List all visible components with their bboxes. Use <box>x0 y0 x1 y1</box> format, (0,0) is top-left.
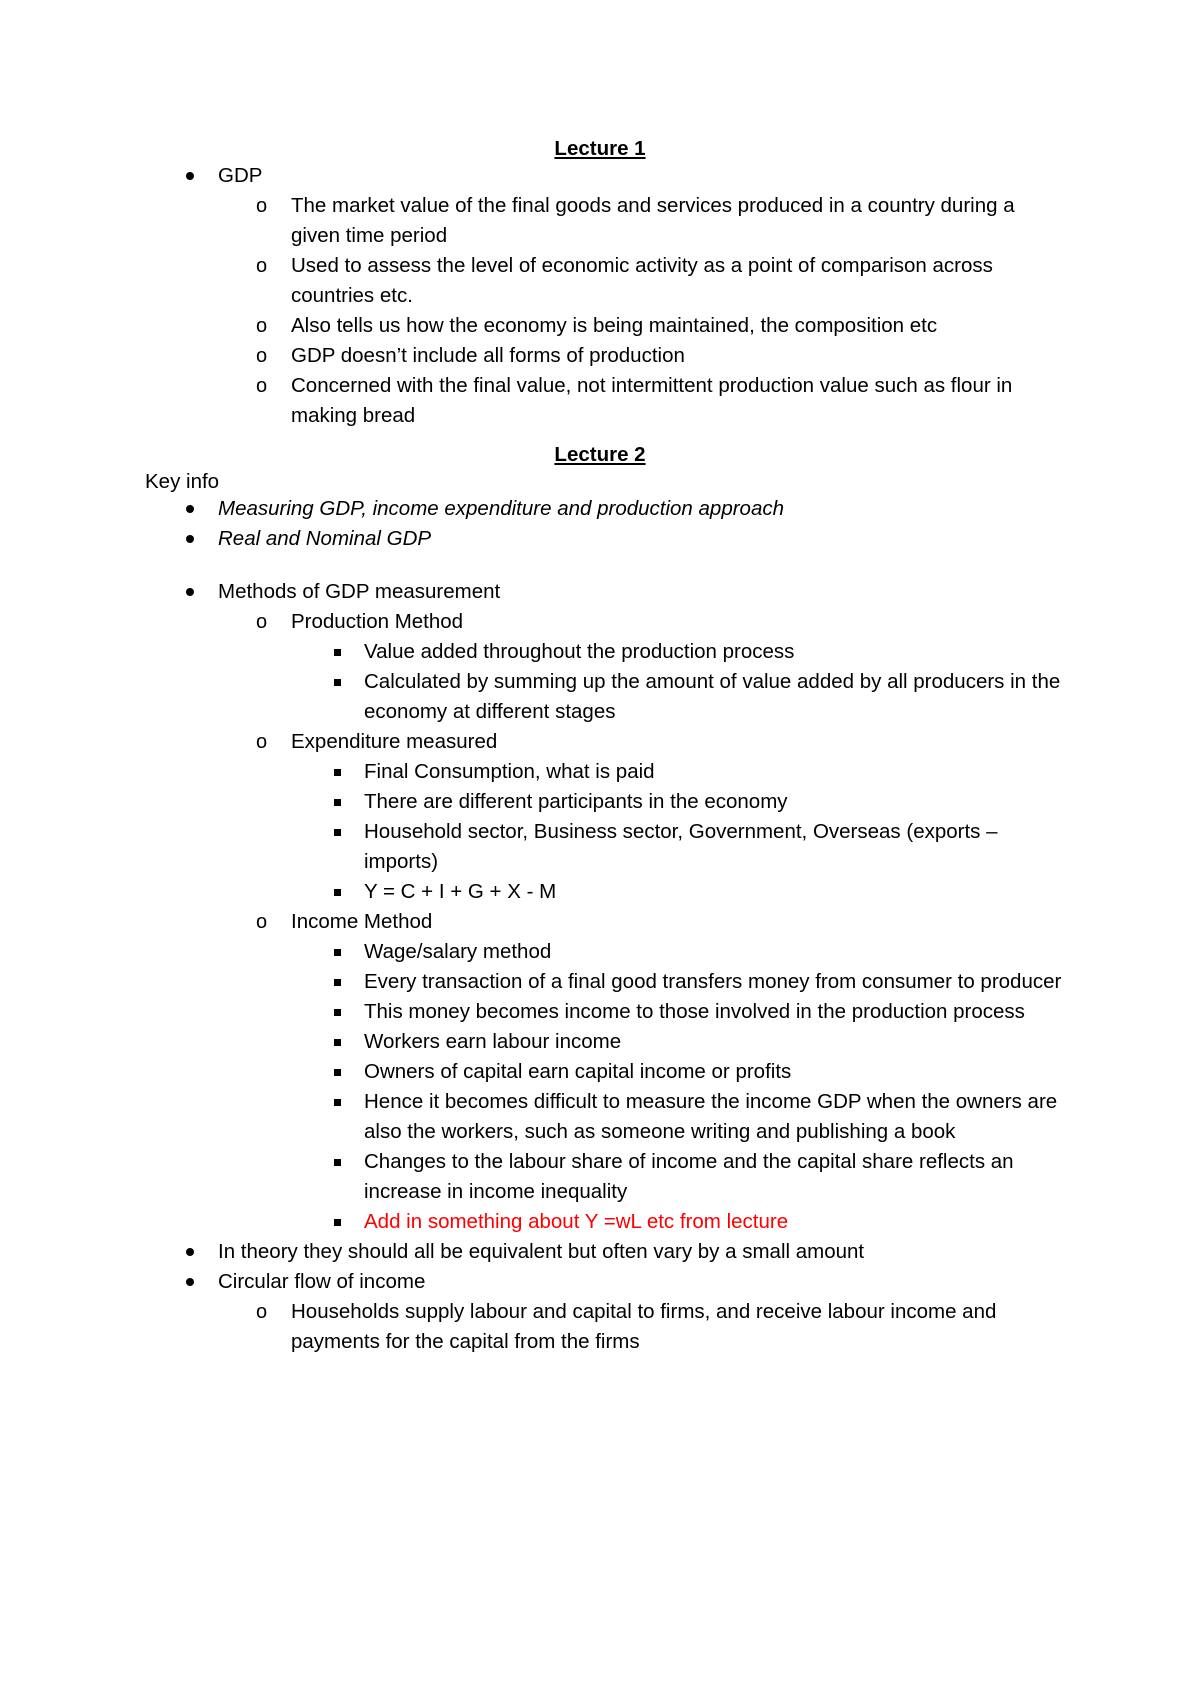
list-item: Value added throughout the production process <box>364 637 1064 667</box>
expenditure-sublist <box>364 757 1061 907</box>
list-item-income-method <box>291 907 1061 1237</box>
list-item: Hence it becomes difficult to measure the income GDP when the owners are also the workers, such as someone writing and publishing a book <box>364 1087 1064 1147</box>
list-item: o GDP doesn’t include all forms of production <box>291 341 1061 371</box>
income-sublist <box>364 937 1061 1237</box>
list-item: There are different participants in the economy <box>364 787 1064 817</box>
list-item-gdp <box>0 161 1200 431</box>
list-item: Real and Nominal GDP <box>0 524 1200 554</box>
list-item: Owners of capital earn capital income or profits <box>364 1057 1064 1087</box>
list-item: o Used to assess the level of economic activity as a point of comparison across countries etc. <box>291 251 1061 311</box>
list-item-theory: In theory they should all be equivalent but often vary by a small amount <box>0 1237 1200 1267</box>
list-item: Y = C + I + G + X - M <box>364 877 1064 907</box>
list-item-expenditure-method <box>291 727 1061 907</box>
list-item-methods <box>0 577 1200 1237</box>
list-item-label: Income Method <box>291 910 433 933</box>
lecture-1-heading: Lecture 1 <box>554 137 646 160</box>
list-item: Workers earn labour income <box>364 1027 1064 1057</box>
circular-sublist <box>291 1297 1060 1357</box>
list-item: Wage/salary method <box>364 937 1064 967</box>
list-item: o Also tells us how the economy is being maintained, the composition etc <box>291 311 1061 341</box>
list-item-label: Expenditure measured <box>291 730 498 753</box>
key-info-label: Key info <box>145 470 220 493</box>
list-item: Calculated by summing up the amount of value added by all producers in the economy at different stages <box>364 667 1064 727</box>
list-item: Changes to the labour share of income and the capital share reflects an increase in income inequality <box>364 1147 1064 1207</box>
list-item-label: Production Method <box>291 610 464 633</box>
lecture-2-heading: Lecture 2 <box>554 443 646 466</box>
list-item: Final Consumption, what is paid <box>364 757 1064 787</box>
list-item: Every transaction of a final good transfers money from consumer to producer <box>364 967 1064 997</box>
list-item: Household sector, Business sector, Government, Overseas (exports – imports) <box>364 817 1064 877</box>
list-item-label: Circular flow of income <box>218 1270 426 1293</box>
methods-list <box>0 577 1200 1357</box>
list-item-note: Add in something about Y =wL etc from lecture <box>364 1207 1064 1237</box>
list-item-label: Methods of GDP measurement <box>218 580 501 603</box>
methods-sublist <box>291 607 1060 1237</box>
list-item: This money becomes income to those involved in the production process <box>364 997 1064 1027</box>
list-item: o Households supply labour and capital to firms, and receive labour income and payments for the capital from the firms <box>291 1297 1061 1357</box>
gdp-sublist <box>291 191 1060 431</box>
list-item-production-method <box>291 607 1061 727</box>
list-item-circular-flow <box>0 1267 1200 1357</box>
list-item: o Concerned with the final value, not intermittent production value such as flour in making bread <box>291 371 1061 431</box>
list-item: Measuring GDP, income expenditure and production approach <box>0 494 1200 524</box>
list-item-label: GDP <box>218 164 263 187</box>
production-sublist <box>364 637 1061 727</box>
lecture-1-list <box>0 161 1200 431</box>
list-item: o The market value of the final goods and services produced in a country during a given time period <box>291 191 1061 251</box>
key-info-list <box>0 494 1200 554</box>
